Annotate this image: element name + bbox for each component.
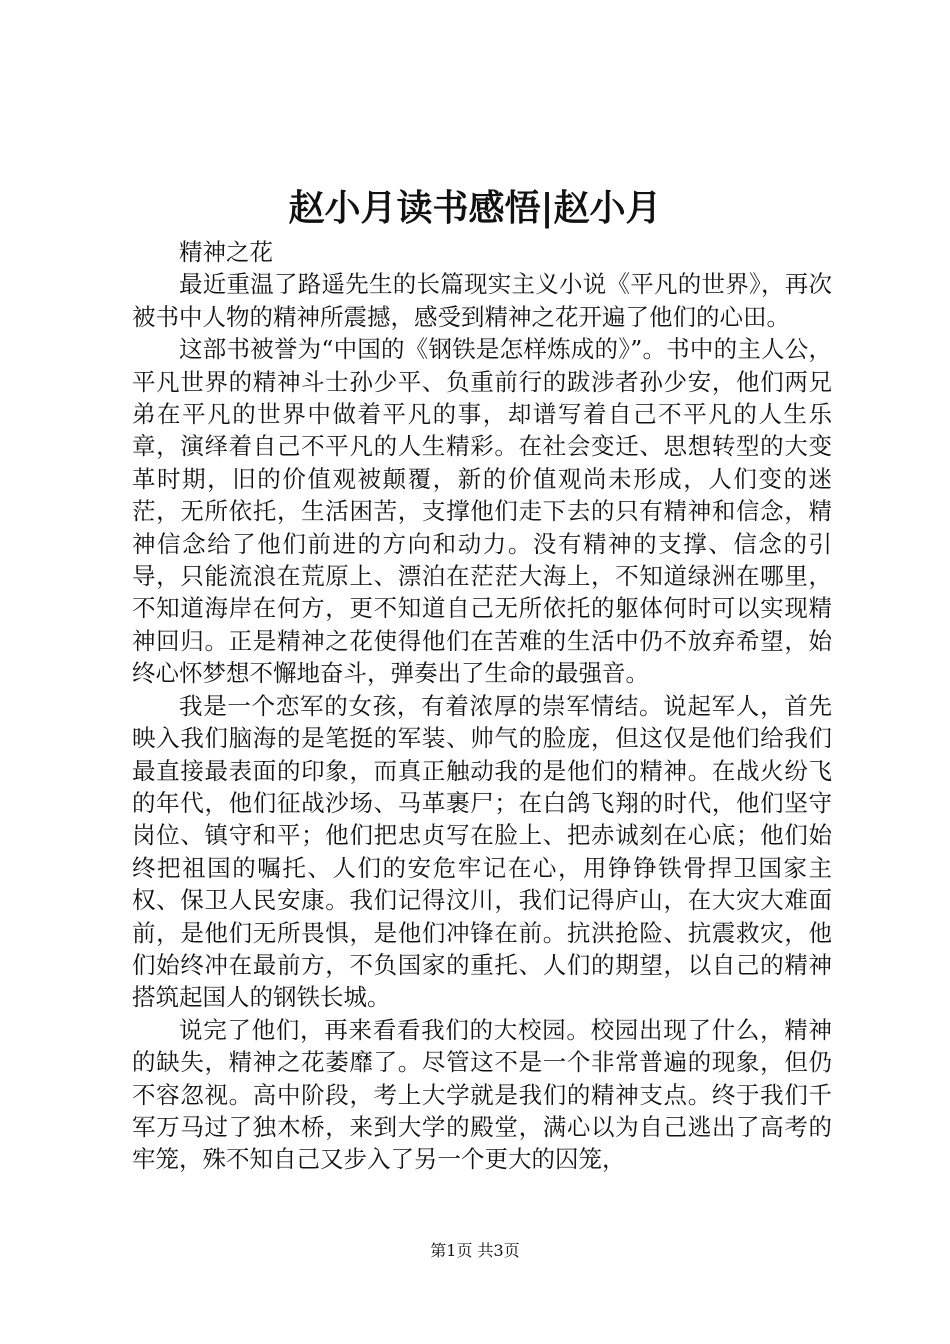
document-body [132,236,832,1176]
paragraph: 说完了他们，再来看看我们的大校园。校园出现了什么，精神的缺失，精神之花萎靡了。尽管这不是一个非常普遍的现象，但仍不容忽视。高中阶段，考上大学就是我们的精神支点。终于我们千军万马过了独木桥，来到大学的殿堂，满心以为自己逃出了高考的牢笼，殊不知自己又步入了另一个更大的囚笼， [132,1015,832,1174]
document-title: 赵小月读书感悟|赵小月 [288,187,662,229]
paragraph: 这部书被誉为“中国的《钢铁是怎样炼成的》”。书中的主人公，平凡世界的精神斗士孙少平、负重前行的跋涉者孙少安，他们两兄弟在平凡的世界中做着平凡的事，却谱写着自己不平凡的人生乐章，演绎着自己不平凡的人生精彩。在社会变迁、思想转型的大变革时期，旧的价值观被颠覆，新的价值观尚未形成，人们变的迷茫，无所依托，生活困苦，支撑他们走下去的只有精神和信念，精神信念给了他们前进的方向和动力。没有精神的支撑、信念的引导，只能流浪在荒原上、漂泊在茫茫大海上，不知道绿洲在哪里，不知道海岸在何方，更不知道自己无所依托的躯体何时可以实现精神回归。正是精神之花使得他们在苦难的生活中仍不放弃希望，始终心怀梦想不懈地奋斗，弹奏出了生命的最强音。 [132,335,832,688]
section-heading: 精神之花 [179,238,273,266]
paragraph: 最近重温了路遥先生的长篇现实主义小说《平凡的世界》，再次被书中人物的精神所震撼，感受到精神之花开遍了他们的心田。 [132,270,832,331]
page-number-footer: 第1页 共3页 [430,1241,520,1260]
paragraph: 我是一个恋军的女孩，有着浓厚的崇军情结。说起军人，首先映入我们脑海的是笔挺的军装、帅气的脸庞，但这仅是他们给我们最直接最表面的印象，而真正触动我的是他们的精神。在战火纷飞的年代，他们征战沙场、马革裹尸；在白鸽飞翔的时代，他们坚守岗位、镇守和平；他们把忠贞写在脸上、把赤诚刻在心底；他们始终把祖国的嘱托、人们的安危牢记在心，用铮铮铁骨捍卫国家主权、保卫人民安康。我们记得汶川，我们记得庐山，在大灾大难面前，是他们无所畏惧，是他们冲锋在前。抗洪抢险、抗震救灾，他们始终冲在最前方，不负国家的重托、人们的期望，以自己的精神搭筑起国人的钢铁长城。 [132,691,832,1012]
